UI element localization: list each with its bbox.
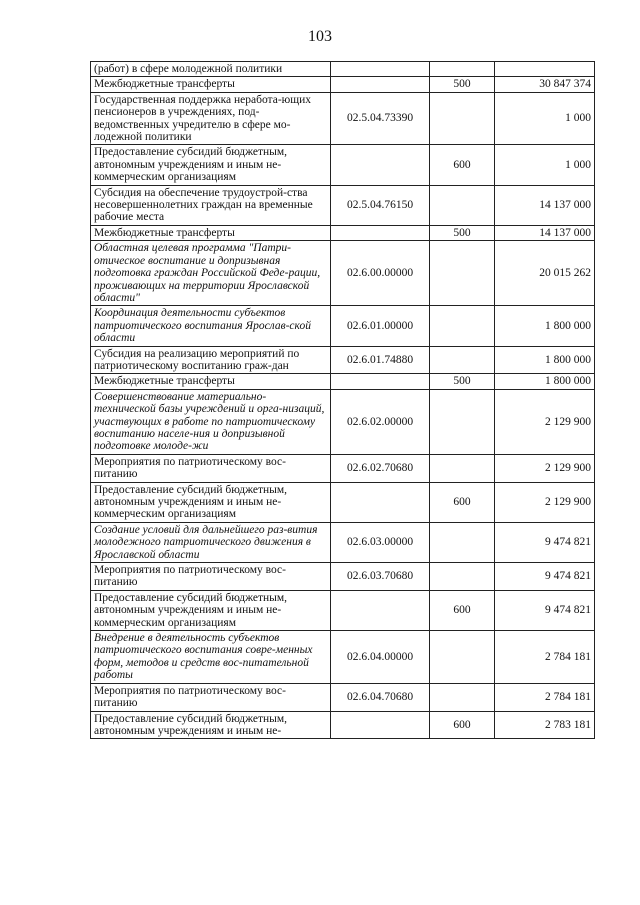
- row-name-cell: Субсидия на реализацию мероприятий по патриотическому воспитанию граж-дан: [91, 346, 331, 374]
- row-name-cell: Совершенствование материально-технической базы учреждений и орга-низаций, участвующих в работе по патриотическому воспитанию населе-ния и допризывной подготовке молоде-жи: [91, 389, 331, 454]
- row-sum-cell: 1 800 000: [495, 374, 595, 389]
- table-row: [91, 522, 595, 562]
- budget-table: [90, 61, 595, 739]
- row-type-cell: [430, 522, 495, 562]
- row-name-cell: Предоставление субсидий бюджетным, автономным учреждениям и иным не-коммерческим организациям: [91, 145, 331, 185]
- row-name-cell: Предоставление субсидий бюджетным, автономным учреждениям и иным не-: [91, 711, 331, 739]
- row-sum-cell: 2 783 181: [495, 711, 595, 739]
- row-type-cell: [430, 62, 495, 77]
- row-type-cell: [430, 389, 495, 454]
- table-row: [91, 563, 595, 591]
- row-code-cell: [331, 590, 430, 630]
- row-code-cell: 02.5.04.73390: [331, 92, 430, 145]
- row-name-cell: Предоставление субсидий бюджетным, автономным учреждениям и иным не-коммерческим организациям: [91, 482, 331, 522]
- row-sum-cell: 20 015 262: [495, 241, 595, 306]
- row-name-cell: Межбюджетные трансферты: [91, 77, 331, 92]
- row-name-cell: Координация деятельности субъектов патриотического воспитания Ярослав-ской области: [91, 306, 331, 346]
- row-sum-cell: 2 784 181: [495, 631, 595, 684]
- row-code-cell: 02.6.02.70680: [331, 454, 430, 482]
- row-code-cell: 02.6.02.00000: [331, 389, 430, 454]
- table-row: [91, 590, 595, 630]
- table-row: [91, 185, 595, 225]
- row-name-cell: Мероприятия по патриотическому вос-питанию: [91, 454, 331, 482]
- row-sum-cell: 9 474 821: [495, 590, 595, 630]
- row-type-cell: 600: [430, 145, 495, 185]
- row-type-cell: 600: [430, 590, 495, 630]
- row-type-cell: 500: [430, 77, 495, 92]
- row-type-cell: 600: [430, 482, 495, 522]
- row-type-cell: [430, 241, 495, 306]
- row-sum-cell: 1 800 000: [495, 306, 595, 346]
- row-code-cell: 02.6.00.00000: [331, 241, 430, 306]
- table-row: [91, 389, 595, 454]
- row-code-cell: [331, 77, 430, 92]
- row-type-cell: 500: [430, 225, 495, 240]
- row-name-cell: Внедрение в деятельность субъектов патриотического воспитания совре-менных форм, методов и средств вос-питательной работы: [91, 631, 331, 684]
- table-row: [91, 454, 595, 482]
- row-code-cell: 02.6.03.00000: [331, 522, 430, 562]
- row-sum-cell: 9 474 821: [495, 522, 595, 562]
- row-code-cell: [331, 711, 430, 739]
- row-sum-cell: [495, 62, 595, 77]
- table-row: [91, 631, 595, 684]
- row-type-cell: [430, 92, 495, 145]
- table-row: [91, 482, 595, 522]
- row-sum-cell: 2 129 900: [495, 454, 595, 482]
- row-code-cell: 02.5.04.76150: [331, 185, 430, 225]
- row-type-cell: [430, 306, 495, 346]
- row-name-cell: Межбюджетные трансферты: [91, 374, 331, 389]
- row-code-cell: 02.6.04.70680: [331, 683, 430, 711]
- row-sum-cell: 14 137 000: [495, 225, 595, 240]
- row-sum-cell: 2 784 181: [495, 683, 595, 711]
- table-row: [91, 306, 595, 346]
- row-code-cell: [331, 374, 430, 389]
- row-code-cell: 02.6.01.00000: [331, 306, 430, 346]
- row-code-cell: [331, 145, 430, 185]
- table-row: [91, 225, 595, 240]
- row-type-cell: 500: [430, 374, 495, 389]
- page-number: 103: [308, 28, 332, 45]
- row-code-cell: 02.6.01.74880: [331, 346, 430, 374]
- row-sum-cell: 1 000: [495, 145, 595, 185]
- row-type-cell: [430, 454, 495, 482]
- row-name-cell: Областная целевая программа "Патри-отическое воспитание и допризывная подготовка граждан Российской Феде-рации, проживающих на территории Ярославской области": [91, 241, 331, 306]
- row-name-cell: Межбюджетные трансферты: [91, 225, 331, 240]
- row-code-cell: [331, 482, 430, 522]
- row-code-cell: [331, 62, 430, 77]
- row-name-cell: Мероприятия по патриотическому вос-питанию: [91, 563, 331, 591]
- row-sum-cell: 14 137 000: [495, 185, 595, 225]
- row-sum-cell: 2 129 900: [495, 482, 595, 522]
- row-type-cell: [430, 563, 495, 591]
- row-type-cell: [430, 683, 495, 711]
- budget-table-body: [91, 62, 595, 739]
- row-name-cell: (работ) в сфере молодежной политики: [91, 62, 331, 77]
- row-type-cell: [430, 185, 495, 225]
- row-sum-cell: 9 474 821: [495, 563, 595, 591]
- row-type-cell: [430, 346, 495, 374]
- row-name-cell: Субсидия на обеспечение трудоустрой-ства несовершеннолетних граждан на временные рабочие места: [91, 185, 331, 225]
- table-row: [91, 62, 595, 77]
- table-row: [91, 77, 595, 92]
- row-code-cell: [331, 225, 430, 240]
- table-row: [91, 374, 595, 389]
- row-type-cell: [430, 631, 495, 684]
- table-row: [91, 92, 595, 145]
- row-sum-cell: 30 847 374: [495, 77, 595, 92]
- row-name-cell: Государственная поддержка неработа-ющих пенсионеров в учреждениях, под-ведомственных учредителю в сфере мо-лодежной политики: [91, 92, 331, 145]
- row-type-cell: 600: [430, 711, 495, 739]
- row-name-cell: Предоставление субсидий бюджетным, автономным учреждениям и иным не-коммерческим организациям: [91, 590, 331, 630]
- row-sum-cell: 1 000: [495, 92, 595, 145]
- row-sum-cell: 1 800 000: [495, 346, 595, 374]
- table-row: [91, 346, 595, 374]
- row-code-cell: 02.6.04.00000: [331, 631, 430, 684]
- table-row: [91, 683, 595, 711]
- row-sum-cell: 2 129 900: [495, 389, 595, 454]
- table-row: [91, 145, 595, 185]
- row-name-cell: Мероприятия по патриотическому вос-питанию: [91, 683, 331, 711]
- row-code-cell: 02.6.03.70680: [331, 563, 430, 591]
- row-name-cell: Создание условий для дальнейшего раз-вития молодежного патриотического движения в Ярославской области: [91, 522, 331, 562]
- table-row: [91, 241, 595, 306]
- table-row: [91, 711, 595, 739]
